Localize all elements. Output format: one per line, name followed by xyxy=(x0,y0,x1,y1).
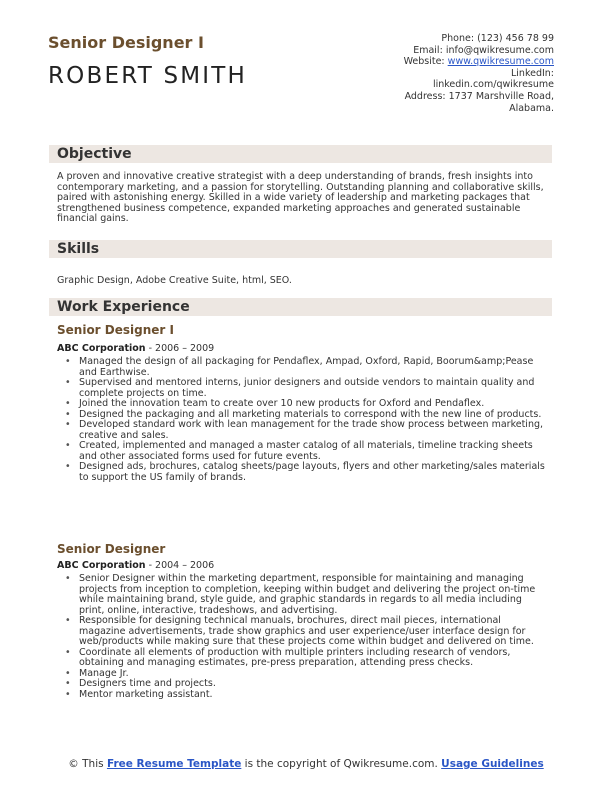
list-item: • Designers time and projects. xyxy=(57,679,547,690)
section-heading: Objective xyxy=(57,146,132,162)
candidate-name: ROBERT SMITH xyxy=(48,63,248,89)
job-dates: - 2004 – 2006 xyxy=(145,560,215,571)
contact-email: Email: info@qwikresume.com xyxy=(413,44,554,56)
list-item: • Coordinate all elements of production with multiple printers including research of vendors, obtaining and managing estimates, pre-press preparation, attending press checks. xyxy=(57,648,547,669)
contact-phone: Phone: (123) 456 78 99 xyxy=(441,33,554,44)
contact-address-line2: Alabama. xyxy=(509,102,554,114)
list-item: • Mentor marketing assistant. xyxy=(57,690,547,701)
skills-text: Graphic Design, Adobe Creative Suite, html, SEO. xyxy=(57,275,292,286)
objective-text: A proven and innovative creative strategist with a deep understanding of brands, fresh insights into contemporary marketing, and a passion for storytelling. Outstanding planning and collaborative skills, paired with astonishing energy. Skilled in a wide variety of leadership and marketing packages that strengthened business competence, expanded marketing approaches and generated sustainable financial gains. xyxy=(57,171,544,224)
company-name: ABC Corporation xyxy=(57,343,146,354)
list-item: • Developed standard work with lean management for the trade show process between marketing, creative and sales. xyxy=(57,420,547,441)
job-bullets xyxy=(57,357,547,483)
list-item: • Joined the innovation team to create over 10 new products for Oxford and Pendaflex. xyxy=(57,399,547,410)
contact-website: Website: www.qwikresume.com xyxy=(403,56,554,68)
contact-address: Address: 1737 Marshville Road, xyxy=(404,90,554,102)
list-item: • Responsible for designing technical manuals, brochures, direct mail pieces, international magazine advertisements, trade show graphics and user experience/user interface design for web/products while making sure that these projects come within budget and delivered on time. xyxy=(57,616,547,648)
usage-guidelines-link[interactable]: Usage Guidelines xyxy=(441,758,544,770)
website-link[interactable]: www.qwikresume.com xyxy=(447,56,554,68)
list-item: • Manage Jr. xyxy=(57,669,547,680)
section-objective xyxy=(49,145,552,163)
free-resume-template-link[interactable]: Free Resume Template xyxy=(106,758,242,770)
contact-block xyxy=(354,33,554,114)
job-company-line xyxy=(57,343,214,354)
header-job-title: Senior Designer I xyxy=(48,33,204,52)
list-item: • Supervised and mentored interns, junior designers and outside vendors to maintain quality and complete projects on time. xyxy=(57,378,547,399)
list-item: • Managed the design of all packaging for Pendaflex, Ampad, Oxford, Rapid, Boorum&amp;Pease and Earthwise. xyxy=(57,357,547,378)
section-skills xyxy=(49,240,552,258)
job-title: Senior Designer xyxy=(57,542,166,556)
company-name: ABC Corporation xyxy=(57,560,146,571)
section-heading: Skills xyxy=(57,241,100,257)
job-company-line xyxy=(57,560,214,571)
contact-linkedin-label: LinkedIn: xyxy=(510,67,554,79)
footer-copyright: © This Free Resume Template is the copyright of Qwikresume.com. Usage Guidelines xyxy=(68,758,544,770)
list-item: • Senior Designer within the marketing department, responsible for maintaining and managing projects from inception to completion, keeping within budget and delivering the project on-time while maintaining brand, style guide, and graphic standards in regards to all media including print, online, interactive, tradeshows, and advertising. xyxy=(57,574,547,616)
job-dates: - 2006 – 2009 xyxy=(145,343,215,354)
list-item: • Designed the packaging and all marketing materials to correspond with the new line of products. xyxy=(57,410,547,421)
list-item: • Designed ads, brochures, catalog sheets/page layouts, flyers and other marketing/sales materials to support the US family of brands. xyxy=(57,462,547,483)
section-work-experience xyxy=(49,298,552,316)
section-heading: Work Experience xyxy=(57,299,190,315)
contact-linkedin: linkedin.com/qwikresume xyxy=(432,79,554,91)
job-bullets xyxy=(57,574,547,700)
list-item: • Created, implemented and managed a master catalog of all materials, timeline tracking sheets and other associated forms used for future events. xyxy=(57,441,547,462)
job-title: Senior Designer I xyxy=(57,323,174,337)
